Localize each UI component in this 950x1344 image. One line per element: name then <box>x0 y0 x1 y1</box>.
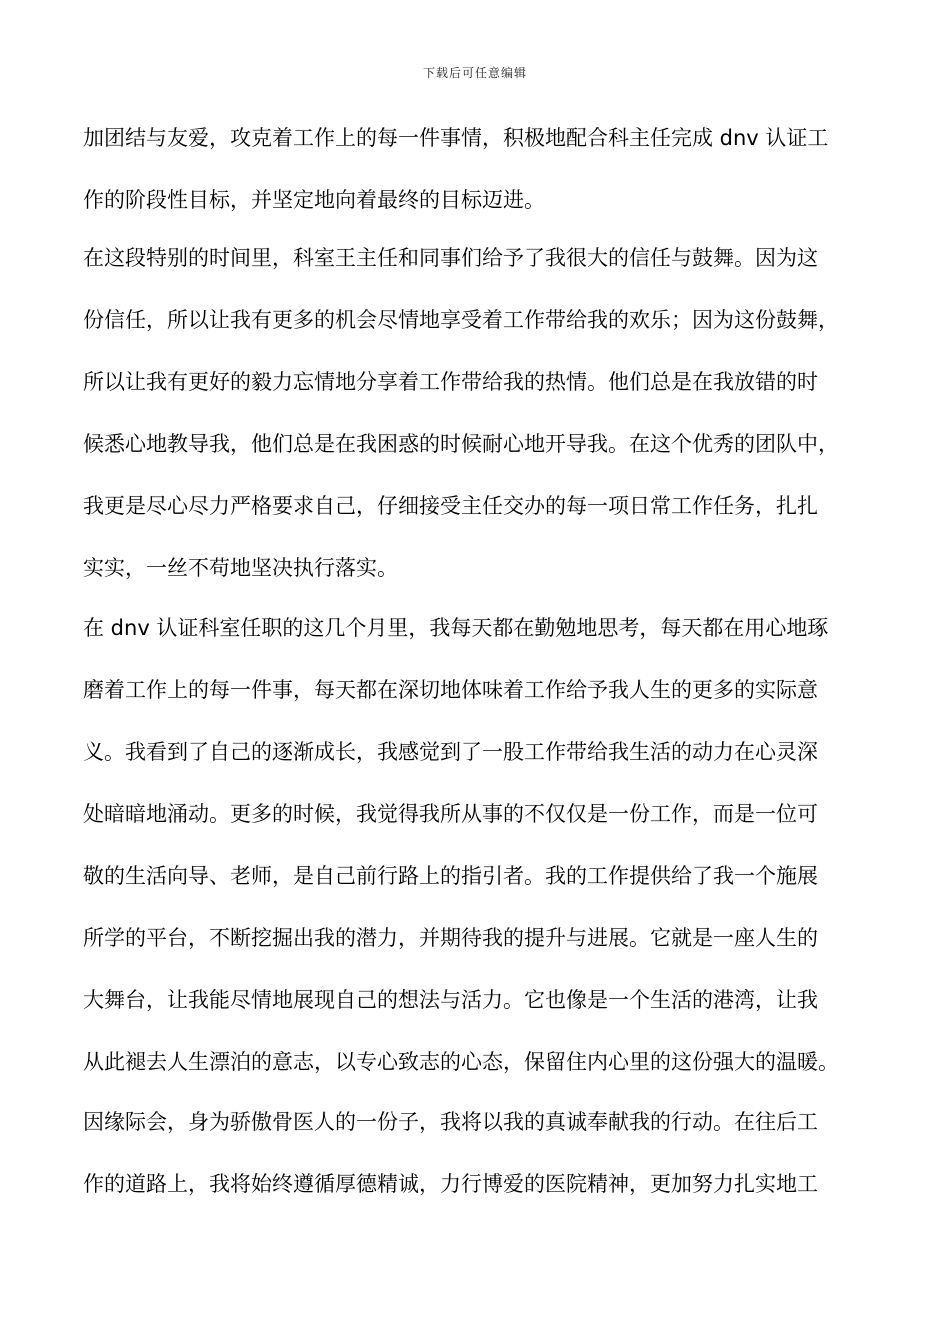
body-line-6: 候悉心地教导我，他们总是在我困惑的时候耐心地开导我。在这个优秀的团队中， <box>83 432 839 456</box>
page-header: 下载后可任意编辑 <box>422 66 527 80</box>
body-line-8: 实实，一丝不苟地坚决执行落实。 <box>83 556 398 580</box>
body-line-10: 磨着工作上的每一件事，每天都在深切地体味着工作给予我人生的更多的实际意 <box>83 678 818 702</box>
body-line-18: 作的道路上，我将始终遵循厚德精诚，力行博爱的医院精神，更加努力扎实地工 <box>83 1172 818 1196</box>
body-line-2: 作的阶段性目标，并坚定地向着最终的目标迈进。 <box>83 188 545 212</box>
body-line-3: 在这段特别的时间里，科室王主任和同事们给予了我很大的信任与鼓舞。因为这 <box>83 246 818 270</box>
body-line-1: 加团结与友爱，攻克着工作上的每一件事情，积极地配合科主任完成 dnv 认证工 <box>83 126 829 150</box>
body-line-17: 因缘际会，身为骄傲骨医人的一份子，我将以我的真诚奉献我的行动。在往后工 <box>83 1110 818 1134</box>
body-line-5: 所以让我有更好的毅力忘情地分享着工作带给我的热情。他们总是在我放错的时 <box>83 370 818 394</box>
body-line-14: 所学的平台，不断挖掘出我的潜力，并期待我的提升与进展。它就是一座人生的 <box>83 926 818 950</box>
body-line-11: 义。我看到了自己的逐渐成长，我感觉到了一股工作带给我生活的动力在心灵深 <box>83 740 818 764</box>
body-line-9: 在 dnv 认证科室任职的这几个月里，我每天都在勤勉地思考，每天都在用心地琢 <box>83 616 829 640</box>
body-line-4: 份信任，所以让我有更多的机会尽情地享受着工作带给我的欢乐；因为这份鼓舞， <box>83 308 839 332</box>
body-line-7: 我更是尽心尽力严格要求自己，仔细接受主任交办的每一项日常工作任务，扎扎 <box>83 494 818 518</box>
body-line-16: 从此褪去人生漂泊的意志，以专心致志的心态，保留住内心里的这份强大的温暖。 <box>83 1050 839 1074</box>
body-line-15: 大舞台，让我能尽情地展现自己的想法与活力。它也像是一个生活的港湾，让我 <box>83 988 818 1012</box>
body-line-12: 处暗暗地涌动。更多的时候，我觉得我所从事的不仅仅是一份工作，而是一位可 <box>83 802 818 826</box>
body-line-13: 敬的生活向导、老师，是自己前行路上的指引者。我的工作提供给了我一个施展 <box>83 864 818 888</box>
